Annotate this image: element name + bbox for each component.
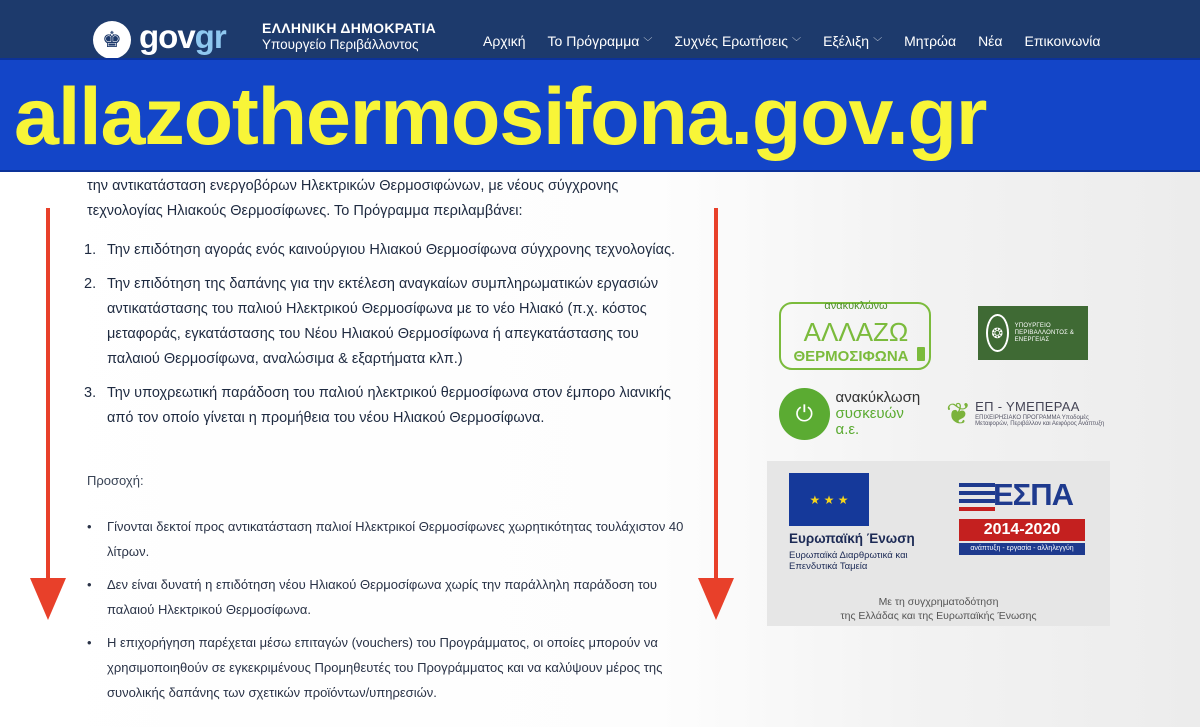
bullet-icon: • (87, 519, 92, 534)
govgr-logo[interactable] (139, 18, 226, 56)
down-arrow-right-icon (696, 208, 736, 624)
menu-item-home[interactable] (483, 33, 526, 49)
bullet-text: Γίνονται δεκτοί προς αντικατάσταση παλιοί Ηλεκτρικοί Θερμοσίφωνες χωρητικότητας τουλάχιστον 40 λίτρων. (107, 519, 684, 559)
recycle-plug-icon: ⏻ (779, 388, 830, 440)
menu-label: Αρχική (483, 33, 526, 49)
greek-flag-stripes-icon (959, 483, 995, 511)
logo-main: gov (139, 18, 195, 55)
menu-item-program[interactable] (548, 33, 653, 49)
list-item (84, 238, 687, 263)
bullet-icon: • (87, 635, 92, 650)
menu-label: Συχνές Ερωτήσεις (674, 33, 789, 49)
espa-slogan: ανάπτυξη - εργασία - αλληλεγγύη (959, 543, 1085, 555)
ministry-environment-energy-logo[interactable] (978, 306, 1088, 360)
tree-icon: ❦ (946, 397, 972, 431)
list-item (87, 572, 687, 622)
chevron-down-icon: ﹀ (643, 36, 653, 47)
list-number: 2. (84, 276, 97, 292)
ep-ymeperaa-logo[interactable] (946, 390, 1106, 438)
allazo-bottom-text: ΘΕΡΜΟΣΙΦΩΝΑ (793, 348, 909, 365)
menu-item-contact[interactable] (1025, 33, 1101, 49)
anakyklosi-syskevon-logo[interactable] (779, 386, 929, 442)
menu-label: Μητρώα (904, 33, 957, 49)
main-content (0, 172, 1200, 727)
menu-label: Εξέλιξη (823, 33, 870, 49)
allazo-thermosifona-logo[interactable] (779, 297, 933, 375)
list-number: 3. (84, 385, 97, 401)
menu-item-registries[interactable] (904, 33, 956, 49)
emblem-glyph: ♚ (102, 27, 122, 52)
banner-url-text: allazothermosifona.gov.gr (14, 72, 987, 162)
url-banner (0, 58, 1200, 172)
allazo-logo-graphic (779, 297, 933, 375)
list-number: 1. (84, 242, 97, 258)
ministry-line2: Υπουργείο Περιβάλλοντος (262, 36, 419, 52)
menu-item-faq[interactable] (674, 33, 801, 49)
list-text: Την υποχρεωτική παράδοση του παλιού ηλεκτρικού θερμοσίφωνα στον έμπορο λιανικής από τον οποίο γίνεται η προμήθεια του νέου Ηλιακού Θερμοσίφωνα. (107, 385, 672, 426)
list-item (87, 514, 687, 564)
list-item (84, 381, 687, 431)
eu-flag-icon: ★ ★ ★ (789, 473, 869, 526)
list-text: Την επιδότηση αγοράς ενός καινούργιου Ηλιακού Θερμοσίφωνα σύγχρονης τεχνολογίας. (107, 242, 675, 258)
chevron-down-icon: ﹀ (792, 36, 802, 47)
intro-paragraph: την αντικατάσταση ενεργοβόρων Ηλεκτρικών Θερμοσιφώνων, με νέους σύγχρονης τεχνολογίας Ηλιακούς Θερμοσίφωνες. Το Πρόγραμμα περιλαμβάνει: (87, 178, 619, 219)
ministry-line1: ΕΛΛΗΝΙΚΗ ΔΗΜΟΚΡΑΤΙΑ (262, 20, 437, 36)
list-item (87, 630, 687, 705)
cofund-line1: Με τη συγχρηματοδότηση (878, 596, 999, 608)
eu-title: Ευρωπαϊκή Ένωση (789, 531, 915, 546)
program-includes-list (84, 238, 687, 440)
anakyk-line1: ανακύκλωση (835, 389, 921, 407)
menu-label: Το Πρόγραμμα (547, 33, 640, 49)
chevron-down-icon: ﹀ (873, 36, 883, 47)
epym-title: ΕΠ - ΥΜΕΠΕΡΑΑ (975, 399, 1080, 415)
ypen-text: ΥΠΟΥΡΓΕΙΟ ΠΕΡΙΒΑΛΛΟΝΤΟΣ & ΕΝΕΡΓΕΙΑΣ (1014, 322, 1075, 343)
bullet-text: Δεν είναι δυνατή η επιδότηση νέου Ηλιακού Θερμοσίφωνα χωρίς την παράλληλη παράδοση του παλαιού Ηλεκτρικού Θερμοσίφωνα. (107, 577, 657, 617)
ypen-emblem-icon: ❂ (986, 314, 1009, 352)
top-navbar (0, 0, 1200, 58)
epym-sub: ΕΠΙΧΕΙΡΗΣΙΑΚΟ ΠΡΟΓΡΑΜΜΑ Υποδομές Μεταφορών, Περιβάλλον και Αειφόρος Ανάπτυξη (975, 414, 1105, 428)
greek-emblem-icon[interactable] (93, 21, 131, 59)
menu-item-news[interactable] (978, 33, 1002, 49)
allazo-top-text: ανακυκλώνω (824, 300, 888, 312)
main-menu (483, 33, 1100, 49)
list-text: Την επιδότηση της δαπάνης για την εκτέλεση αναγκαίων συμπληρωματικών εργασιών αντικατάστασης του παλιού Ηλεκτρικού Θερμοσίφωνα με το νέο Ηλιακό (π.χ. κόστος μεταφοράς, εγκατάστασης του Νέου Ηλιακού Θερμοσίφωνα ή απεγκατάστασης του παλαιού Θερμοσίφωνα, αναλώσιμα & εξαρτήματα κλπ.) (107, 276, 659, 367)
menu-item-progress[interactable] (823, 33, 882, 49)
ministry-title (262, 20, 436, 53)
menu-label: Νέα (978, 33, 1003, 49)
down-arrow-left-icon (28, 208, 68, 624)
bullet-text: Η επιχορήγηση παρέχεται μέσω επιταγών (vouchers) του Προγράμματος, οι οποίες μπορούν να χρησιμοποιηθούν σε εγκεκριμένους Προμηθευτές του Προγράμματος και να καλύψουν μέρος της συνολικής δαπάνης των σχετικών προϊόντων/υπηρεσιών. (107, 635, 663, 700)
anakyk-line2: συσκευών α.ε. (835, 405, 904, 438)
eu-espa-panel[interactable] (767, 461, 1110, 626)
notice-label: Προσοχή: (87, 473, 144, 488)
notice-bullets (87, 514, 687, 713)
menu-label: Επικοινωνία (1024, 33, 1101, 49)
list-item (84, 272, 687, 372)
espa-years: 2014-2020 (959, 519, 1085, 541)
cofunding-text (767, 595, 1110, 623)
bullet-icon: • (87, 577, 92, 592)
eu-subtitle: Ευρωπαϊκά Διαρθρωτικά και Επενδυτικά Ταμεία (789, 550, 908, 572)
allazo-mid-text: ΑΛΛΑΖΩ (803, 317, 909, 347)
logo-accent: gr (194, 18, 226, 55)
cofund-line2: της Ελλάδας και της Ευρωπαϊκής Ένωσης (840, 610, 1037, 622)
espa-title: ΕΣΠΑ (993, 477, 1074, 512)
